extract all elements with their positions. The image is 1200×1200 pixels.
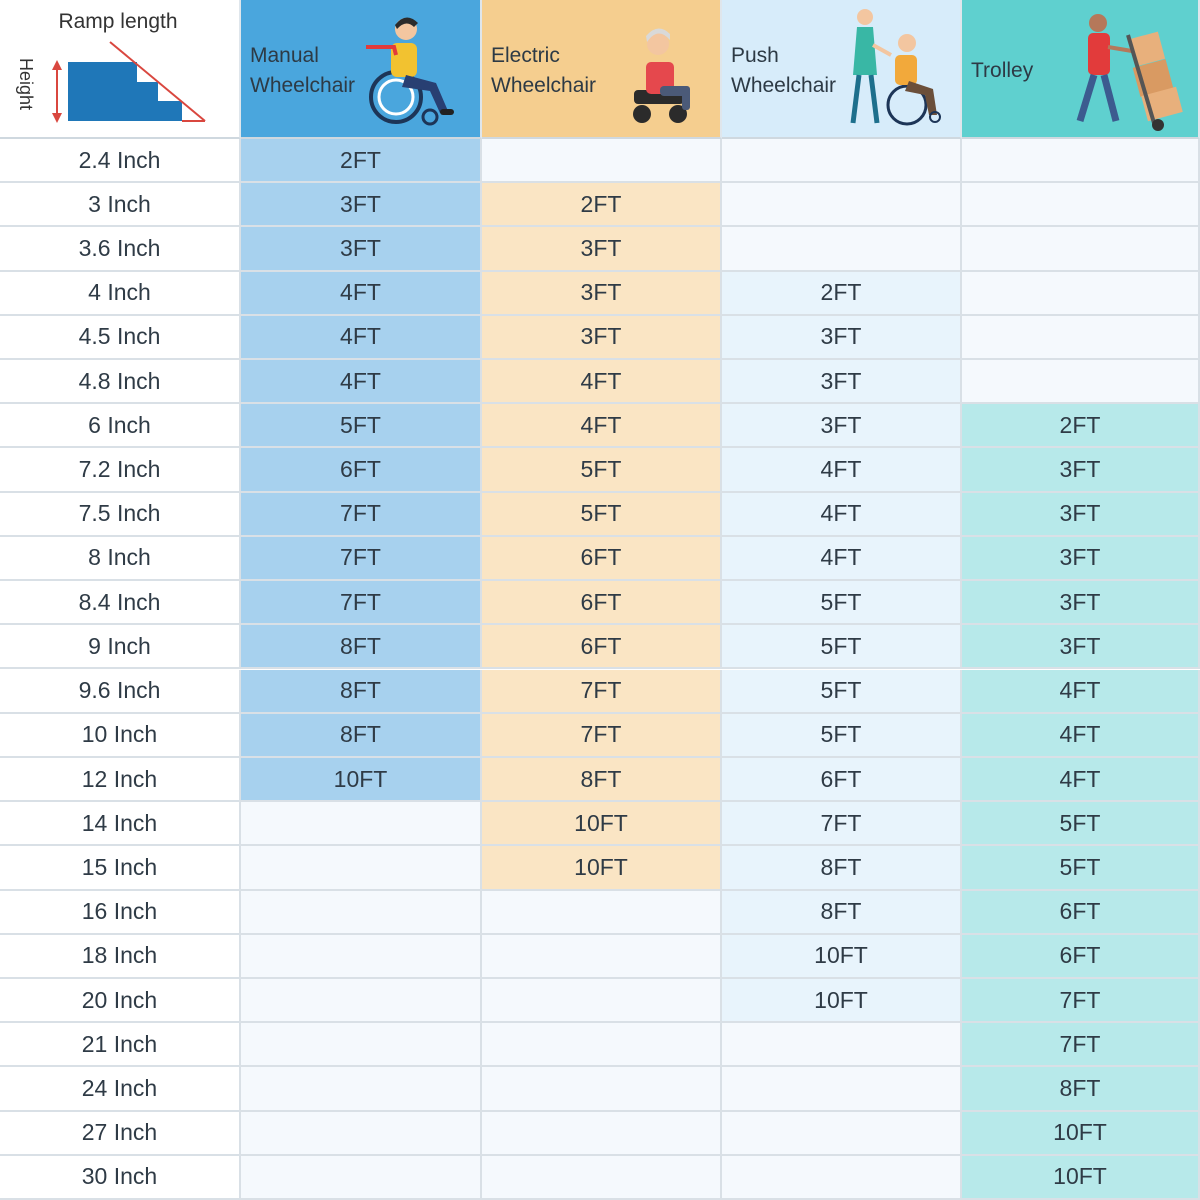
table-cell-trolley [962, 360, 1200, 404]
table-cell-electric: 7FT [482, 670, 722, 714]
table-cell-manual: 4FT [241, 360, 482, 404]
table-cell-trolley: 7FT [962, 979, 1200, 1023]
row-label: 3 Inch [0, 183, 241, 227]
ramp-stairs-icon [0, 0, 241, 139]
table-cell-trolley [962, 316, 1200, 360]
table-cell-push: 7FT [722, 802, 962, 846]
table-cell-trolley: 6FT [962, 935, 1200, 979]
table-cell-manual [241, 1156, 482, 1200]
push-wheelchair-icon [837, 5, 947, 135]
column-header-push-wheelchair [722, 0, 962, 139]
table-cell-push [722, 1156, 962, 1200]
column-label-electric-wheelchair: Electric Wheelchair [491, 44, 597, 97]
trolley-icon [1070, 5, 1190, 135]
column-label-manual-wheelchair: Manual Wheelchair [250, 44, 356, 97]
row-label: 24 Inch [0, 1067, 241, 1111]
row-label: 10 Inch [0, 714, 241, 758]
table-cell-push: 8FT [722, 846, 962, 890]
row-label: 6 Inch [0, 404, 241, 448]
table-cell-manual [241, 1023, 482, 1067]
table-cell-push: 5FT [722, 670, 962, 714]
table-cell-electric: 6FT [482, 625, 722, 669]
row-label: 27 Inch [0, 1112, 241, 1156]
table-cell-electric: 6FT [482, 537, 722, 581]
table-cell-push [722, 1112, 962, 1156]
table-cell-manual [241, 1112, 482, 1156]
table-cell-manual: 7FT [241, 537, 482, 581]
table-cell-manual [241, 935, 482, 979]
height-label: Height [16, 58, 36, 111]
row-label: 18 Inch [0, 935, 241, 979]
row-label: 21 Inch [0, 1023, 241, 1067]
row-label: 9.6 Inch [0, 670, 241, 714]
table-cell-electric [482, 139, 722, 183]
table-cell-electric: 3FT [482, 272, 722, 316]
table-cell-push: 2FT [722, 272, 962, 316]
table-cell-push: 8FT [722, 891, 962, 935]
table-cell-push: 5FT [722, 581, 962, 625]
table-cell-manual: 4FT [241, 316, 482, 360]
table-cell-push [722, 1067, 962, 1111]
table-cell-electric [482, 1156, 722, 1200]
table-cell-manual: 2FT [241, 139, 482, 183]
column-header-manual-wheelchair [241, 0, 482, 139]
table-cell-push: 4FT [722, 448, 962, 492]
table-cell-trolley [962, 272, 1200, 316]
row-label: 3.6 Inch [0, 227, 241, 271]
table-cell-electric [482, 891, 722, 935]
table-cell-manual: 5FT [241, 404, 482, 448]
table-cell-trolley: 3FT [962, 625, 1200, 669]
table-cell-manual: 8FT [241, 714, 482, 758]
row-label: 4.8 Inch [0, 360, 241, 404]
column-label-push-wheelchair: Push Wheelchair [731, 44, 837, 97]
table-cell-push: 3FT [722, 404, 962, 448]
table-cell-manual: 8FT [241, 670, 482, 714]
table-cell-manual: 6FT [241, 448, 482, 492]
row-label: 8 Inch [0, 537, 241, 581]
table-cell-trolley: 4FT [962, 758, 1200, 802]
table-cell-push: 4FT [722, 493, 962, 537]
table-cell-electric: 4FT [482, 360, 722, 404]
row-label: 7.2 Inch [0, 448, 241, 492]
table-cell-electric: 5FT [482, 448, 722, 492]
table-cell-trolley: 4FT [962, 670, 1200, 714]
table-cell-push: 10FT [722, 979, 962, 1023]
table-cell-push [722, 1023, 962, 1067]
row-label: 30 Inch [0, 1156, 241, 1200]
table-cell-manual: 8FT [241, 625, 482, 669]
table-cell-electric: 7FT [482, 714, 722, 758]
table-cell-push [722, 139, 962, 183]
table-cell-manual [241, 979, 482, 1023]
column-header-trolley [962, 0, 1200, 139]
table-cell-push [722, 183, 962, 227]
table-cell-electric: 8FT [482, 758, 722, 802]
table-cell-electric: 5FT [482, 493, 722, 537]
table-cell-electric [482, 1112, 722, 1156]
table-cell-manual: 4FT [241, 272, 482, 316]
table-cell-manual: 3FT [241, 227, 482, 271]
table-cell-electric [482, 1023, 722, 1067]
table-cell-push: 5FT [722, 714, 962, 758]
ramp-length-label: Ramp length [58, 10, 178, 33]
table-cell-electric: 6FT [482, 581, 722, 625]
table-cell-manual: 7FT [241, 581, 482, 625]
row-label: 8.4 Inch [0, 581, 241, 625]
table-cell-manual: 10FT [241, 758, 482, 802]
table-cell-push [722, 227, 962, 271]
table-cell-manual [241, 802, 482, 846]
row-label: 9 Inch [0, 625, 241, 669]
table-cell-push: 3FT [722, 360, 962, 404]
table-cell-trolley: 4FT [962, 714, 1200, 758]
table-cell-electric [482, 935, 722, 979]
table-cell-trolley: 2FT [962, 404, 1200, 448]
table-cell-trolley: 10FT [962, 1112, 1200, 1156]
table-cell-manual [241, 1067, 482, 1111]
table-cell-trolley [962, 227, 1200, 271]
table-cell-manual: 3FT [241, 183, 482, 227]
table-cell-trolley: 3FT [962, 537, 1200, 581]
table-cell-trolley: 5FT [962, 846, 1200, 890]
table-cell-push: 6FT [722, 758, 962, 802]
table-cell-electric: 4FT [482, 404, 722, 448]
row-label: 14 Inch [0, 802, 241, 846]
row-label: 4 Inch [0, 272, 241, 316]
table-cell-electric: 2FT [482, 183, 722, 227]
table-cell-electric: 10FT [482, 846, 722, 890]
column-header-electric-wheelchair [482, 0, 722, 139]
table-cell-manual [241, 846, 482, 890]
table-cell-trolley [962, 183, 1200, 227]
table-cell-trolley: 10FT [962, 1156, 1200, 1200]
row-label: 16 Inch [0, 891, 241, 935]
ramp-diagram-header [0, 0, 241, 139]
row-label: 2.4 Inch [0, 139, 241, 183]
table-cell-push: 10FT [722, 935, 962, 979]
table-cell-trolley [962, 139, 1200, 183]
table-cell-electric: 3FT [482, 316, 722, 360]
table-cell-trolley: 3FT [962, 493, 1200, 537]
table-cell-electric [482, 979, 722, 1023]
table-cell-push: 3FT [722, 316, 962, 360]
table-cell-trolley: 5FT [962, 802, 1200, 846]
table-cell-manual: 7FT [241, 493, 482, 537]
row-label: 7.5 Inch [0, 493, 241, 537]
table-cell-trolley: 3FT [962, 581, 1200, 625]
manual-wheelchair-icon [366, 5, 476, 135]
table-cell-manual [241, 891, 482, 935]
table-cell-trolley: 3FT [962, 448, 1200, 492]
table-cell-trolley: 6FT [962, 891, 1200, 935]
table-cell-push: 4FT [722, 537, 962, 581]
table-cell-trolley: 8FT [962, 1067, 1200, 1111]
row-label: 12 Inch [0, 758, 241, 802]
row-label: 20 Inch [0, 979, 241, 1023]
row-label: 15 Inch [0, 846, 241, 890]
table-cell-electric [482, 1067, 722, 1111]
electric-wheelchair-icon [620, 10, 710, 139]
table-cell-electric: 10FT [482, 802, 722, 846]
table-cell-trolley: 7FT [962, 1023, 1200, 1067]
row-label: 4.5 Inch [0, 316, 241, 360]
table-cell-electric: 3FT [482, 227, 722, 271]
column-label-trolley: Trolley [971, 59, 1034, 82]
table-cell-push: 5FT [722, 625, 962, 669]
